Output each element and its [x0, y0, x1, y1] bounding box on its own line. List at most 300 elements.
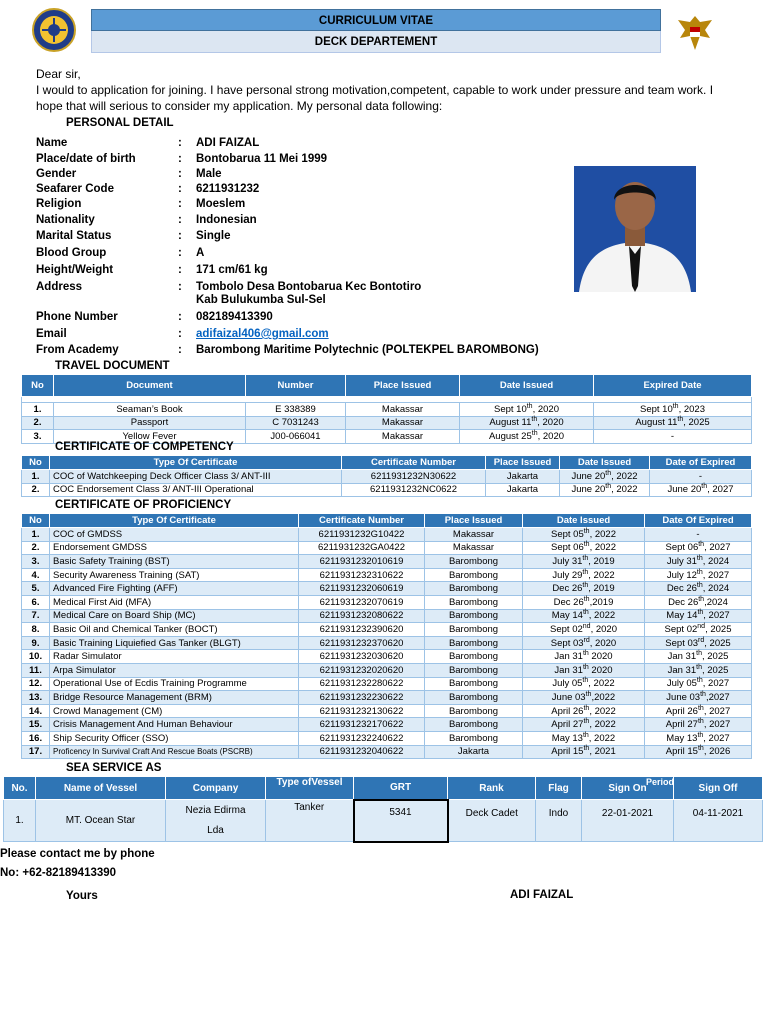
date-issued: August 11th, 2020	[460, 416, 594, 430]
closing-yours: Yours	[66, 890, 98, 902]
table-row	[22, 403, 752, 417]
certificate-type: Basic Training Liquiefied Gas Tanker (BLGT)	[50, 636, 299, 650]
ministry-logo	[32, 8, 76, 52]
sea-vessel: MT. Ocean Star	[36, 800, 166, 842]
col-place-issued: Place Issued	[486, 456, 560, 470]
col-date-issued: Date Issued	[460, 375, 594, 397]
personal-value-line: 171 cm/61 kg	[196, 264, 268, 276]
col-sign-off: Sign Off	[674, 777, 763, 800]
certificate-number: 6211931232G10422	[299, 528, 425, 542]
date-issued: Sept 10th, 2020	[460, 403, 594, 417]
personal-colon: :	[178, 328, 182, 340]
col-expired-date: Expired Date	[594, 375, 752, 397]
personal-colon: :	[178, 230, 182, 242]
place-issued: Barombong	[425, 555, 523, 569]
certificate-number: 6211931232080622	[299, 609, 425, 623]
sea-sign-off: 04-11-2021	[674, 800, 763, 842]
date-issued: July 31th, 2019	[523, 555, 645, 569]
table-row	[22, 568, 752, 582]
row-no: 9.	[22, 636, 50, 650]
personal-value	[196, 137, 259, 149]
expired-date: August 11th, 2025	[594, 416, 752, 430]
personal-colon: :	[178, 247, 182, 259]
col-date-expired: Date of Expired	[650, 456, 752, 470]
col-company: Company	[166, 777, 266, 800]
date-expired: May 13th, 2027	[645, 731, 752, 745]
personal-value-line: A	[196, 247, 205, 259]
certificate-number: 6211931232010619	[299, 555, 425, 569]
personal-value-line: Moeslem	[196, 198, 246, 210]
personal-colon: :	[178, 311, 182, 323]
col-place-issued: Place Issued	[346, 375, 460, 397]
table-row	[22, 528, 752, 542]
personal-label: Email	[36, 328, 67, 340]
row-no: 2.	[22, 416, 54, 430]
date-expired: Dec 26th, 2024	[645, 582, 752, 596]
intro-letter	[36, 66, 736, 114]
personal-value	[196, 344, 539, 356]
col-vessel: Name of Vessel	[36, 777, 166, 800]
ordinal-suffix: th	[696, 677, 703, 685]
personal-label: Nationality	[36, 214, 95, 226]
col-grt: GRT	[354, 777, 448, 800]
garuda-emblem	[674, 12, 716, 54]
ordinal-suffix: th	[582, 677, 589, 685]
table-row	[22, 745, 752, 759]
personal-value	[196, 198, 245, 210]
ordinal-suffix: th	[698, 541, 705, 549]
date-issued: June 20th, 2022	[560, 470, 650, 484]
expired-date: -	[594, 430, 752, 444]
certificate-number: 6211931232040622	[299, 745, 425, 759]
department-title: DECK DEPARTEMENT	[91, 31, 661, 53]
certificate-type: Advanced Fire Fighting (AFF)	[50, 582, 299, 596]
table-row	[22, 650, 752, 664]
coc-table	[21, 455, 752, 497]
date-expired: April 27th, 2027	[645, 718, 752, 732]
document-number: C 7031243	[246, 416, 346, 430]
col-no: No	[22, 456, 50, 470]
date-issued: June 03th,2022	[523, 691, 645, 705]
row-no: 17.	[22, 745, 50, 759]
row-no: 1.	[22, 470, 50, 484]
ordinal-suffix: th	[582, 649, 589, 657]
contact-text: Please contact me by phone	[0, 848, 155, 860]
personal-value-line: Single	[196, 230, 231, 242]
table-row	[22, 541, 752, 555]
ordinal-suffix: th	[582, 582, 589, 590]
date-issued: Dec 26th, 2019	[523, 582, 645, 596]
ordinal-suffix: th	[696, 663, 702, 671]
place-issued: Barombong	[425, 609, 523, 623]
row-no: 15.	[22, 718, 50, 732]
date-expired: June 20th, 2027	[650, 483, 752, 497]
col-no: No.	[4, 777, 36, 800]
cv-title: CURRICULUM VITAE	[91, 9, 661, 31]
cop-title: CERTIFICATE OF PROFICIENCY	[55, 499, 232, 511]
certificate-number: 6211931232N30622	[342, 470, 486, 484]
personal-label: Blood Group	[36, 247, 107, 259]
sea-sign-on: 22-01-2021	[582, 800, 674, 842]
ordinal-suffix: th	[583, 745, 590, 753]
personal-value	[196, 183, 259, 195]
ordinal-suffix: th	[677, 416, 684, 424]
date-issued: Sept 06th, 2022	[523, 541, 645, 555]
personal-value	[196, 214, 257, 226]
col-no: No	[22, 375, 54, 397]
ordinal-suffix: th	[585, 690, 592, 698]
certificate-type: Proficency In Survival Craft And Rescue Boats (PSCRB)	[50, 745, 299, 759]
place-issued: Makassar	[425, 528, 523, 542]
table-row	[22, 718, 752, 732]
col-date-issued: Date Issued	[523, 514, 645, 528]
ordinal-suffix: th	[701, 483, 708, 491]
greeting: Dear sir,	[36, 67, 81, 81]
certificate-type: Radar Simulator	[50, 650, 299, 664]
travel-document-title: TRAVEL DOCUMENT	[55, 360, 170, 372]
place-issued: Makassar	[346, 430, 460, 444]
company-name: Nezia Edirma	[185, 804, 246, 816]
certificate-number: 6211931232370620	[299, 636, 425, 650]
sea-type: Tanker	[266, 800, 354, 842]
date-expired: Sept 06th, 2027	[645, 541, 752, 555]
personal-label: Height/Weight	[36, 264, 114, 276]
personal-colon: :	[178, 168, 182, 180]
row-no: 1.	[22, 528, 50, 542]
document-name: Yellow Fever	[54, 430, 246, 444]
ordinal-suffix: th	[697, 731, 704, 739]
certificate-type: Endorsement GMDSS	[50, 541, 299, 555]
place-issued: Barombong	[425, 731, 523, 745]
ordinal-suffix: th	[583, 704, 590, 712]
ordinal-suffix: th	[696, 582, 703, 590]
profile-photo	[574, 166, 696, 292]
personal-value	[196, 230, 231, 242]
certificate-type: COC Endorsement Class 3/ ANT-III Operational	[50, 483, 342, 497]
date-expired: June 03th,2027	[645, 691, 752, 705]
personal-value-line: Tombolo Desa Bontobarua Kec Bontotiro	[196, 281, 422, 293]
ordinal-suffix: th	[531, 416, 538, 424]
personal-colon: :	[178, 137, 182, 149]
ordinal-suffix: th	[583, 595, 590, 603]
place-issued: Makassar	[346, 403, 460, 417]
certificate-type: Basic Oil and Chemical Tanker (BOCT)	[50, 623, 299, 637]
date-expired: Jan 31th, 2025	[645, 650, 752, 664]
ordinal-suffix: th	[531, 429, 538, 437]
ordinal-suffix: th	[697, 609, 704, 617]
date-expired: July 05th, 2027	[645, 677, 752, 691]
date-issued: May 13th, 2022	[523, 731, 645, 745]
personal-label: Marital Status	[36, 230, 112, 242]
personal-colon: :	[178, 214, 182, 226]
table-row	[22, 677, 752, 691]
personal-value-line: Male	[196, 168, 222, 180]
table-row	[22, 470, 752, 484]
date-issued: Jan 31th 2020	[523, 663, 645, 677]
row-no: 10.	[22, 650, 50, 664]
table-row	[22, 582, 752, 596]
certificate-number: 6211931232030620	[299, 650, 425, 664]
table-row	[22, 623, 752, 637]
ordinal-suffix: th	[696, 554, 703, 562]
signature-name: ADI FAIZAL	[510, 889, 574, 901]
certificate-type: COC of GMDSS	[50, 528, 299, 542]
certificate-number: 6211931232130622	[299, 704, 425, 718]
certificate-number: 6211931232280622	[299, 677, 425, 691]
certificate-type: Crisis Management And Human Behaviour	[50, 718, 299, 732]
certificate-type: Bridge Resource Management (BRM)	[50, 691, 299, 705]
document-number: J00-066041	[246, 430, 346, 444]
personal-label: Place/date of birth	[36, 153, 136, 165]
ordinal-suffix: rd	[698, 636, 705, 644]
date-issued: April 26th, 2022	[523, 704, 645, 718]
sea-rank: Deck Cadet	[448, 800, 536, 842]
table-row	[22, 636, 752, 650]
personal-colon: :	[178, 153, 182, 165]
date-expired: -	[645, 528, 752, 542]
personal-value	[196, 153, 327, 165]
row-no: 3.	[22, 555, 50, 569]
personal-value	[196, 311, 273, 323]
date-expired: Dec 26th,2024	[645, 595, 752, 609]
personal-colon: :	[178, 198, 182, 210]
personal-label: From Academy	[36, 344, 119, 356]
document-name: Passport	[54, 416, 246, 430]
ordinal-suffix: th	[605, 469, 612, 477]
date-issued: July 05th, 2022	[523, 677, 645, 691]
sea-flag: Indo	[536, 800, 582, 842]
ordinal-suffix: th	[582, 731, 589, 739]
certificate-number: 6211931232240622	[299, 731, 425, 745]
table-row	[22, 555, 752, 569]
sea-company	[166, 800, 266, 842]
date-expired: Sept 02nd, 2025	[645, 623, 752, 637]
row-no: 14.	[22, 704, 50, 718]
ordinal-suffix: th	[582, 554, 589, 562]
ordinal-suffix: th	[582, 609, 589, 617]
sea-service-table	[3, 776, 763, 843]
col-document: Document	[54, 375, 246, 397]
col-no: No	[22, 514, 50, 528]
personal-value	[196, 281, 421, 306]
date-issued: July 29th, 2022	[523, 568, 645, 582]
certificate-number: 6211931232NC0622	[342, 483, 486, 497]
place-issued: Barombong	[425, 568, 523, 582]
col-date-expired: Date Of Expired	[645, 514, 752, 528]
date-issued: June 20th, 2022	[560, 483, 650, 497]
personal-label: Religion	[36, 198, 82, 210]
ordinal-suffix: th	[582, 663, 589, 671]
row-no: 16.	[22, 731, 50, 745]
col-type: Type Of Certificate	[50, 514, 299, 528]
contact-phone: No: +62-82189413390	[0, 867, 117, 879]
personal-value-line: Indonesian	[196, 214, 257, 226]
document-number: E 338389	[246, 403, 346, 417]
email-link[interactable]: adifaizal406@gmail.com	[196, 328, 329, 340]
certificate-type: Basic Safety Training (BST)	[50, 555, 299, 569]
date-expired: Sept 03rd, 2025	[645, 636, 752, 650]
sign-on-label: Sign On	[608, 782, 647, 794]
cop-table	[21, 513, 752, 759]
place-issued: Barombong	[425, 663, 523, 677]
date-expired: Jan 31th, 2025	[645, 663, 752, 677]
intro-body: I would to application for joining. I have personal strong motivation,competent, capable to work under pressure and team work. I hope that will serious to consider my application. My personal data following:	[36, 83, 714, 113]
sea-grt: 5341	[354, 800, 448, 842]
certificate-number: 6211931232070619	[299, 595, 425, 609]
table-row	[22, 704, 752, 718]
col-date-issued: Date Issued	[560, 456, 650, 470]
personal-colon: :	[178, 183, 182, 195]
date-expired: July 31th, 2024	[645, 555, 752, 569]
document-name: Seaman’s Book	[54, 403, 246, 417]
row-no: 11.	[22, 663, 50, 677]
col-number: Number	[246, 375, 346, 397]
personal-value-line: Barombong Maritime Polytechnic (POLTEKPEL BAROMBONG)	[196, 344, 539, 356]
personal-value	[196, 264, 268, 276]
row-no: 2.	[22, 541, 50, 555]
table-row	[22, 731, 752, 745]
date-issued: Jan 31th 2020	[523, 650, 645, 664]
ordinal-suffix: th	[697, 717, 704, 725]
place-issued: Barombong	[425, 623, 523, 637]
date-expired: April 26th, 2027	[645, 704, 752, 718]
date-issued: Sept 03rd, 2020	[523, 636, 645, 650]
personal-value-line: ADI FAIZAL	[196, 137, 260, 149]
certificate-number: 6211931232060619	[299, 582, 425, 596]
personal-label: Phone Number	[36, 311, 118, 323]
col-place-issued: Place Issued	[425, 514, 523, 528]
place-issued: Jakarta	[486, 470, 560, 484]
row-no: 3.	[22, 430, 54, 444]
certificate-number: 6211931232230622	[299, 691, 425, 705]
place-issued: Barombong	[425, 704, 523, 718]
personal-value	[196, 168, 222, 180]
ordinal-suffix: nd	[697, 622, 706, 630]
ordinal-suffix: th	[697, 745, 704, 753]
col-cert-number: Certificate Number	[299, 514, 425, 528]
col-sign-on	[582, 777, 674, 800]
table-row	[22, 483, 752, 497]
certificate-type: Security Awareness Training (SAT)	[50, 568, 299, 582]
row-no: 2.	[22, 483, 50, 497]
col-flag: Flag	[536, 777, 582, 800]
coc-title: CERTIFICATE OF COMPETENCY	[55, 441, 234, 453]
ordinal-suffix: th	[583, 527, 590, 535]
table-row	[22, 691, 752, 705]
ordinal-suffix: th	[583, 541, 590, 549]
personal-value	[196, 247, 204, 259]
personal-value-line-2: Kab Bulukumba Sul-Sel	[196, 294, 326, 306]
personal-colon: :	[178, 281, 182, 293]
place-issued: Barombong	[425, 718, 523, 732]
company-suffix: Lda	[207, 824, 224, 836]
ordinal-suffix: th	[672, 402, 679, 410]
place-issued: Jakarta	[425, 745, 523, 759]
certificate-type: Crowd Management (CM)	[50, 704, 299, 718]
period-label: Period	[646, 777, 675, 787]
certificate-type: Ship Security Officer (SSO)	[50, 731, 299, 745]
certificate-number: 6211931232390620	[299, 623, 425, 637]
col-rank: Rank	[448, 777, 536, 800]
personal-detail-title: PERSONAL DETAIL	[66, 117, 174, 129]
ordinal-suffix: th	[582, 568, 589, 576]
date-issued: May 14th, 2022	[523, 609, 645, 623]
date-issued: Sept 05th, 2022	[523, 528, 645, 542]
date-issued: April 15th, 2021	[523, 745, 645, 759]
certificate-number: 6211931232310622	[299, 568, 425, 582]
place-issued: Barombong	[425, 636, 523, 650]
certificate-type: Arpa Simulator	[50, 663, 299, 677]
personal-label: Gender	[36, 168, 77, 180]
ordinal-suffix: th	[583, 717, 590, 725]
place-issued: Makassar	[346, 416, 460, 430]
date-expired: April 15th, 2026	[645, 745, 752, 759]
place-issued: Barombong	[425, 677, 523, 691]
certificate-number: 6211931232170622	[299, 718, 425, 732]
table-row	[22, 416, 752, 430]
table-row	[22, 595, 752, 609]
row-no: 4.	[22, 568, 50, 582]
sea-no: 1.	[4, 800, 36, 842]
certificate-number: 6211931232020620	[299, 663, 425, 677]
place-issued: Barombong	[425, 595, 523, 609]
ordinal-suffix: th	[696, 568, 703, 576]
place-issued: Barombong	[425, 691, 523, 705]
table-row	[22, 663, 752, 677]
date-issued: Sept 02nd, 2020	[523, 623, 645, 637]
certificate-type: Operational Use of Ecdis Training Programme	[50, 677, 299, 691]
row-no: 6.	[22, 595, 50, 609]
ordinal-suffix: rd	[583, 636, 590, 644]
place-issued: Barombong	[425, 650, 523, 664]
row-no: 12.	[22, 677, 50, 691]
expired-date: Sept 10th, 2023	[594, 403, 752, 417]
row-no: 7.	[22, 609, 50, 623]
date-expired: July 12th, 2027	[645, 568, 752, 582]
personal-colon: :	[178, 344, 182, 356]
row-no: 8.	[22, 623, 50, 637]
personal-label: Seafarer Code	[36, 183, 114, 195]
ordinal-suffix: th	[696, 649, 702, 657]
personal-value-line: Bontobarua 11 Mei 1999	[196, 153, 328, 165]
date-issued: August 25th, 2020	[460, 430, 594, 444]
row-no: 5.	[22, 582, 50, 596]
email-value	[196, 328, 329, 340]
ordinal-suffix: th	[526, 402, 533, 410]
place-issued: Makassar	[425, 541, 523, 555]
certificate-number: 6211931232GA0422	[299, 541, 425, 555]
row-no: 1.	[22, 403, 54, 417]
col-type: Type Of Certificate	[50, 456, 342, 470]
certificate-type: Medical First Aid (MFA)	[50, 595, 299, 609]
date-expired: -	[650, 470, 752, 484]
date-issued: Dec 26th,2019	[523, 595, 645, 609]
table-row	[22, 609, 752, 623]
certificate-type: Medical Care on Board Ship (MC)	[50, 609, 299, 623]
ordinal-suffix: th	[697, 704, 704, 712]
certificate-type: COC of Watchkeeping Deck Officer Class 3/ ANT-III	[50, 470, 342, 484]
personal-value-line: 082189413390	[196, 311, 273, 323]
row-no: 13.	[22, 691, 50, 705]
date-issued: April 27th, 2022	[523, 718, 645, 732]
col-vessel-type: Type ofVessel	[266, 777, 354, 800]
personal-value-line: 6211931232	[196, 183, 260, 195]
sea-service-title: SEA SERVICE AS	[66, 762, 162, 774]
personal-label: Name	[36, 137, 68, 149]
personal-label: Address	[36, 281, 83, 293]
ordinal-suffix: nd	[582, 622, 591, 630]
ordinal-suffix: th	[605, 483, 612, 491]
